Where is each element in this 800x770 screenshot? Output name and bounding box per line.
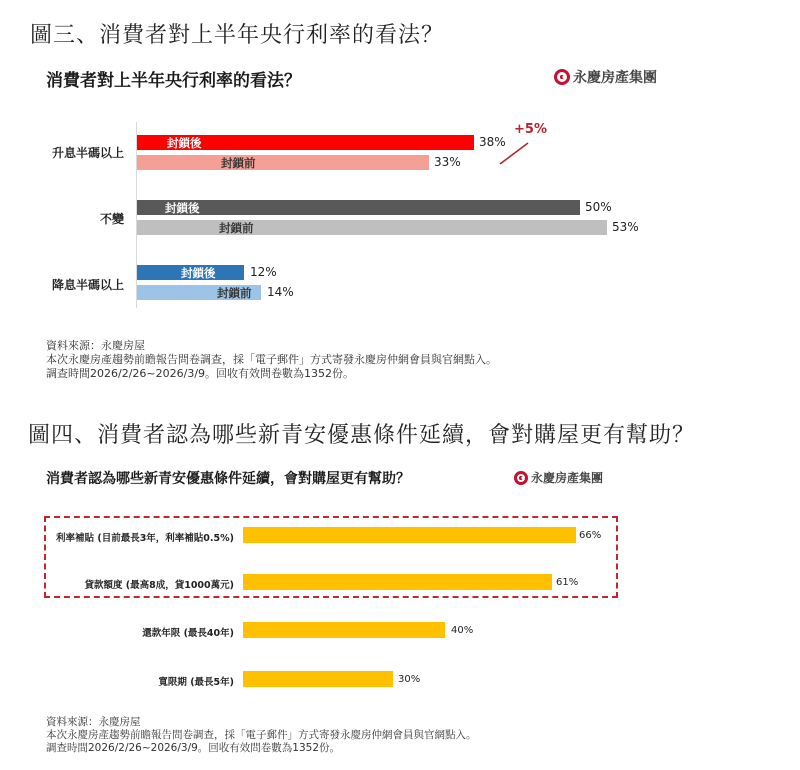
figure3-chart-title: 消費者對上半年央行利率的看法？ [46,71,301,91]
figure3-source-note [46,339,497,381]
item-label: 還款年限 (最長40年) [142,628,234,639]
series-label: 封鎖後 [165,200,200,215]
figure4-chart-title: 消費者認為哪些新青安優惠條件延續，會對購屋更有幫助？ [46,471,410,487]
logo-text: 永慶房產集團 [531,471,604,485]
series-label: 封鎖前 [221,155,256,170]
value-label: 33% [434,155,461,169]
series-label: 封鎖後 [181,265,216,280]
bar-before-cut [137,285,261,300]
bar-after-unchanged [137,200,580,215]
source-line: 資料來源：永慶房屋 [46,339,145,352]
change-annotation: +5% [514,122,547,137]
source-line: 資料來源：永慶房屋 [46,716,141,728]
arrow-icon [498,140,532,166]
source-line: 本次永慶房產趨勢前瞻報告問卷調查，採「電子郵件」方式寄發永慶房仲網會員與官網點入。 [46,729,477,741]
item-label: 貸款額度 (最高8成，貸1000萬元) [84,580,234,591]
bar-loan-amount [243,574,552,590]
value-label: 66% [579,530,602,541]
bar-after-raise [137,135,474,150]
source-line: 調查時間2026/2/26~2026/3/9。回收有效問卷數為1352份。 [46,367,355,380]
figure3-logo [554,67,657,87]
category-label: 升息半碼以上 [51,146,124,160]
bar-before-raise [137,155,429,170]
series-label: 封鎖前 [219,220,254,235]
series-label: 封鎖前 [217,285,252,300]
source-line: 調查時間2026/2/26~2026/3/9。回收有效問卷數為1352份。 [46,742,341,754]
value-label: 50% [585,200,612,214]
value-label: 61% [556,577,579,588]
category-label: 降息半碼以上 [51,278,124,292]
bar-before-unchanged [137,220,607,235]
value-label: 38% [479,135,506,149]
bar-repayment-term [243,622,445,638]
logo-text: 永慶房產集團 [573,70,657,86]
figure4-logo [514,469,603,486]
item-label: 利率補貼 (目前最長3年，利率補貼0.5%) [56,533,234,544]
value-label: 30% [398,674,421,685]
logo-icon [554,69,570,85]
figure3-caption: 圖三、消費者對上半年央行利率的看法？ [30,23,445,48]
bar-after-cut [137,265,244,280]
logo-icon [514,471,528,485]
bar-rate-subsidy [243,527,576,543]
value-label: 40% [451,625,474,636]
bar-grace-period [243,671,393,687]
series-label: 封鎖後 [167,135,202,150]
source-line: 本次永慶房產趨勢前瞻報告問卷調查，採「電子郵件」方式寄發永慶房仲網會員與官網點入。 [46,353,497,366]
item-label: 寬限期 (最長5年) [158,677,234,688]
value-label: 14% [267,285,294,299]
value-label: 12% [250,265,277,279]
figure4-caption: 圖四、消費者認為哪些新青安優惠條件延續，會對購屋更有幫助？ [28,423,696,448]
category-label: 不變 [99,212,124,226]
figure4-source-note [46,716,477,755]
value-label: 53% [612,220,639,234]
